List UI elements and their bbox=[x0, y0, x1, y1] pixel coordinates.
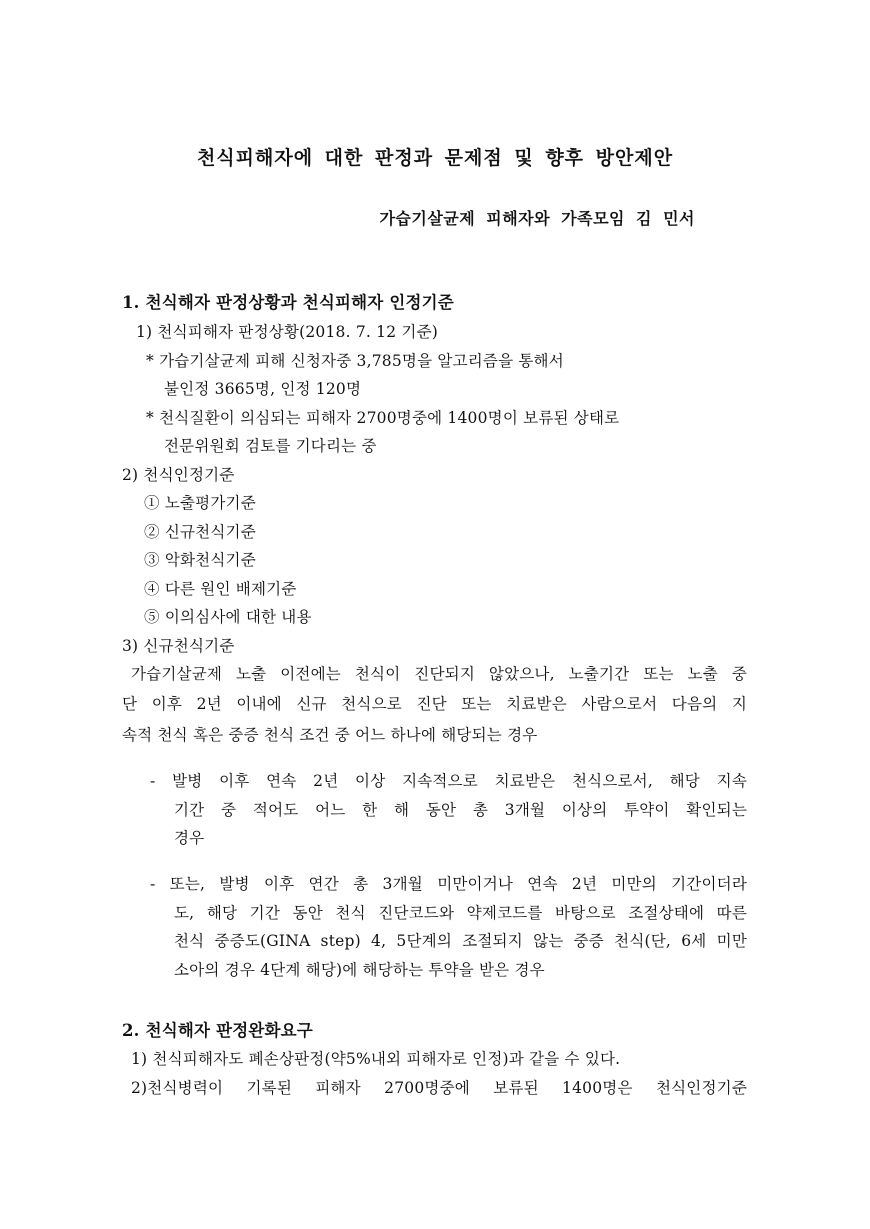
dash2-line: - 또는, 발병 이후 연간 총 3개월 미만이거나 연속 2년 미만의 기간이더라 bbox=[150, 875, 747, 893]
section1-bullet2-line1: * 천식질환이 의심되는 피해자 2700명중에 1400명이 보류된 상태로 bbox=[146, 409, 620, 427]
para-line: 속적 천식 혹은 중증 천식 조건 중 어느 하나에 해당되는 경우 bbox=[122, 726, 538, 744]
section2-heading: 2. 천식해자 판정완화요구 bbox=[122, 1021, 313, 1040]
document-title: 천식피해자에 대한 판정과 문제점 및 향후 방안제안 bbox=[196, 147, 674, 169]
section1-sub2-heading: 2) 천식인정기준 bbox=[122, 466, 235, 484]
criteria-item: ⑤ 이의심사에 대한 내용 bbox=[144, 608, 312, 626]
para-line: 단 이후 2년 이내에 신규 천식으로 진단 또는 치료받은 사람으로서 다음의 지 bbox=[122, 695, 747, 713]
criteria-item: ① 노출평가기준 bbox=[144, 494, 256, 512]
section1-heading: 1. 천식해자 판정상황과 천식피해자 인정기준 bbox=[122, 293, 454, 312]
dash2-line: 도, 해당 기간 동안 천식 진단코드와 약제코드를 바탕으로 조절상태에 따른 bbox=[174, 904, 747, 922]
dash1-line: - 발병 이후 연속 2년 이상 지속적으로 치료받은 천식으로서, 해당 지속 bbox=[150, 772, 747, 790]
dash1-line: 경우 bbox=[174, 829, 205, 847]
criteria-item: ③ 악화천식기준 bbox=[144, 551, 256, 569]
section1-bullet1-line2: 불인정 3665명, 인정 120명 bbox=[164, 380, 362, 398]
section1-bullet1-line1: * 가습기살균제 피해 신청자중 3,785명을 알고리즘을 통해서 bbox=[146, 352, 564, 370]
dash2-line: 천식 중증도(GINA step) 4, 5단계의 조절되지 않는 중증 천식(단, 6세 미만 bbox=[174, 932, 747, 950]
section2-line2: 2)천식병력이 기록된 피해자 2700명중에 보류된 1400명은 천식인정기준 bbox=[131, 1079, 747, 1097]
dash2-line: 소아의 경우 4단계 해당)에 해당하는 투약을 받은 경우 bbox=[174, 961, 545, 979]
section1-sub3-heading: 3) 신규천식기준 bbox=[122, 637, 235, 655]
criteria-item: ④ 다른 원인 배제기준 bbox=[144, 580, 297, 598]
criteria-item: ② 신규천식기준 bbox=[144, 523, 256, 541]
dash1-line: 기간 중 적어도 어느 한 해 동안 총 3개월 이상의 투약이 확인되는 bbox=[174, 801, 747, 819]
section1-bullet2-line2: 전문위원회 검토를 기다리는 중 bbox=[164, 437, 377, 455]
section2-line1: 1) 천식피해자도 폐손상판정(약5%내외 피해자로 인정)과 같을 수 있다. bbox=[131, 1050, 621, 1068]
section1-sub1-heading: 1) 천식피해자 판정상황(2018. 7. 12 기준) bbox=[136, 323, 439, 341]
document-author: 가습기살균제 피해자와 가족모임 김 민서 bbox=[379, 209, 695, 228]
para-line: 가습기살균제 노출 이전에는 천식이 진단되지 않았으나, 노출기간 또는 노출 중 bbox=[131, 665, 747, 683]
